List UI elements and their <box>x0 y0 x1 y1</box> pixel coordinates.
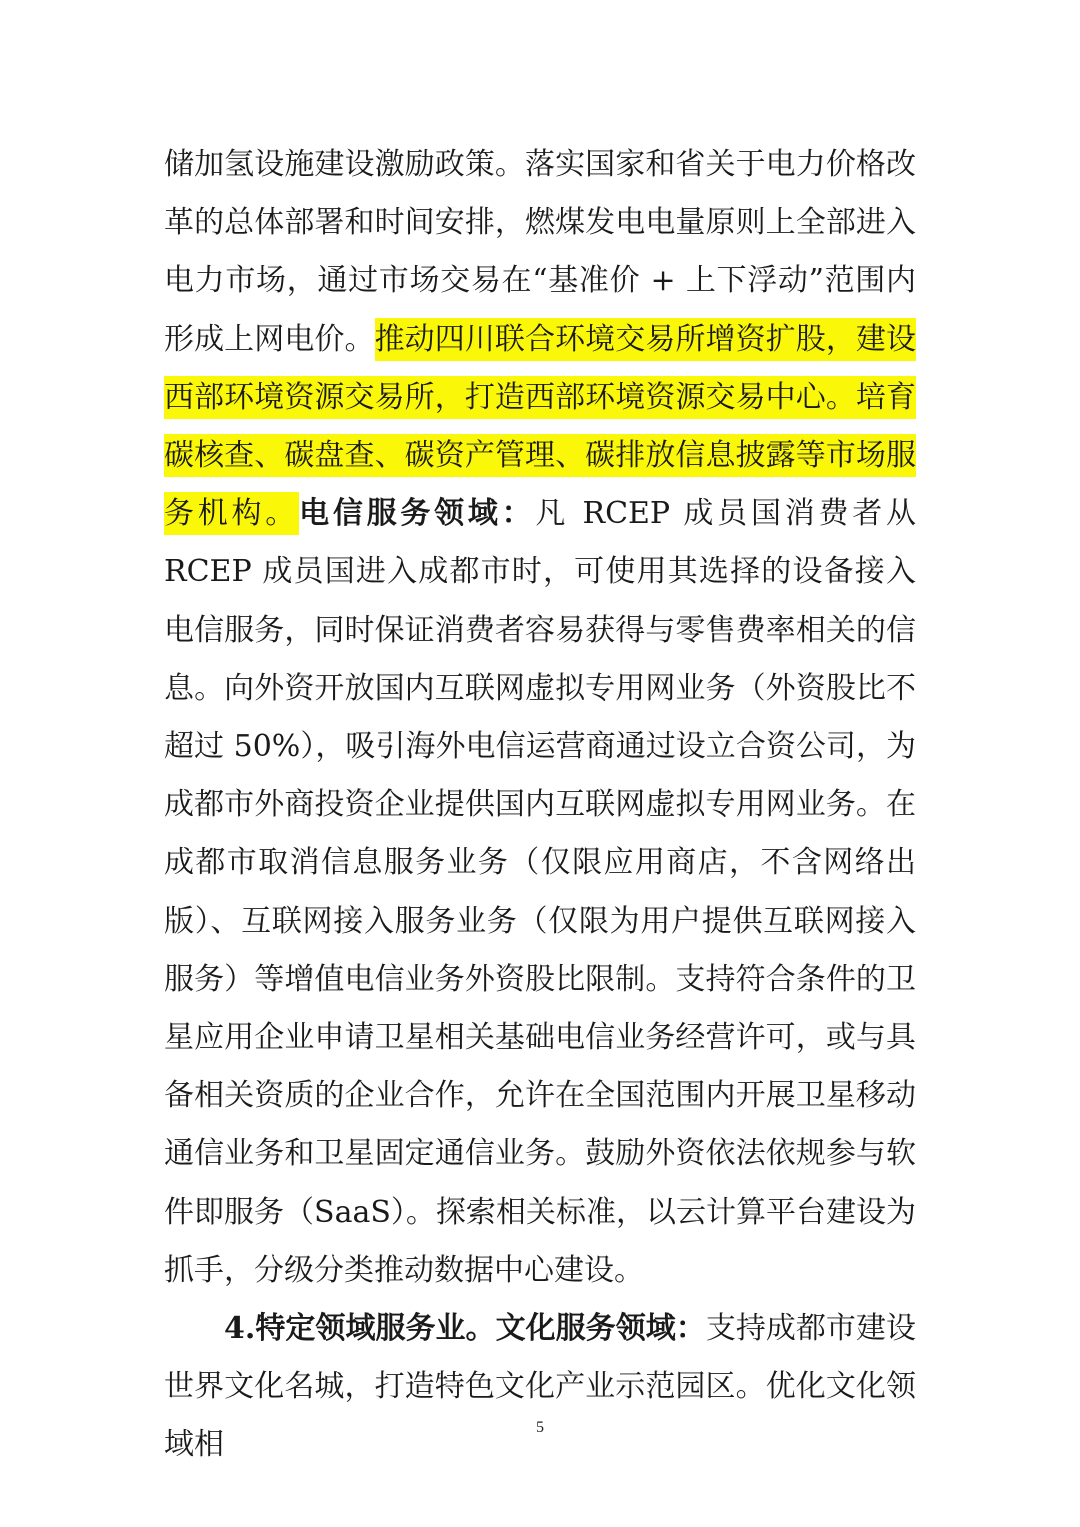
page-body <box>164 136 916 1475</box>
highlighted-environment-exchange-text: 推动四川联合环境交易所增资扩股，建设西部环境资源交易所，打造西部环境资源交易中心。培育碳核查、碳盘查、碳资产管理、碳排放信息披露等市场服务机构。 <box>164 318 916 536</box>
telecom-section-text: 凡 RCEP 成员国消费者从 RCEP 成员国进入成都市时，可使用其选择的设备接入电信服务，同时保证消费者容易获得与零售费率相关的信息。向外资开放国内互联网虚拟专用网业务（外资股比不超过 50%），吸引海外电信运营商通过设立合资公司，为成都市外商投资企业提供国内互联网虚拟专用网业务。在成都市取消信息服务业务（仅限应用商店，不含网络出版）、互联网接入服务业务（仅限为用户提供互联网接入服务）等增值电信业务外资股比限制。支持符合条件的卫星应用企业申请卫星相关基础电信业务经营许可，或与具备相关资质的企业合作，允许在全国范围内开展卫星移动通信业务和卫星固定通信业务。鼓励外资依法依规参与软件即服务（SaaS）。探索相关标准，以云计算平台建设为抓手，分级分类推动数据中心建设。 <box>164 496 917 1288</box>
cultural-section-heading: 4.特定领域服务业。文化服务领域： <box>224 1311 706 1347</box>
telecom-section-heading: 电信服务领域： <box>299 496 536 532</box>
paragraph-energy-telecom <box>164 136 916 1300</box>
page-number: 5 <box>536 1419 544 1436</box>
energy-policy-text: 储加氢设施建设激励政策。落实国家和省关于电力价格改革的总体部署和时间安排，燃煤发电电量原则上全部进入电力市场，通过市场交易在“基准价 + 上下浮动”范围内形成上网电价。 <box>164 147 916 357</box>
paragraph-cultural-services <box>164 1300 916 1475</box>
cultural-section-text: 支持成都市建设世界文化名城，打造特色文化产业示范园区。优化文化领域相 <box>164 1311 916 1463</box>
